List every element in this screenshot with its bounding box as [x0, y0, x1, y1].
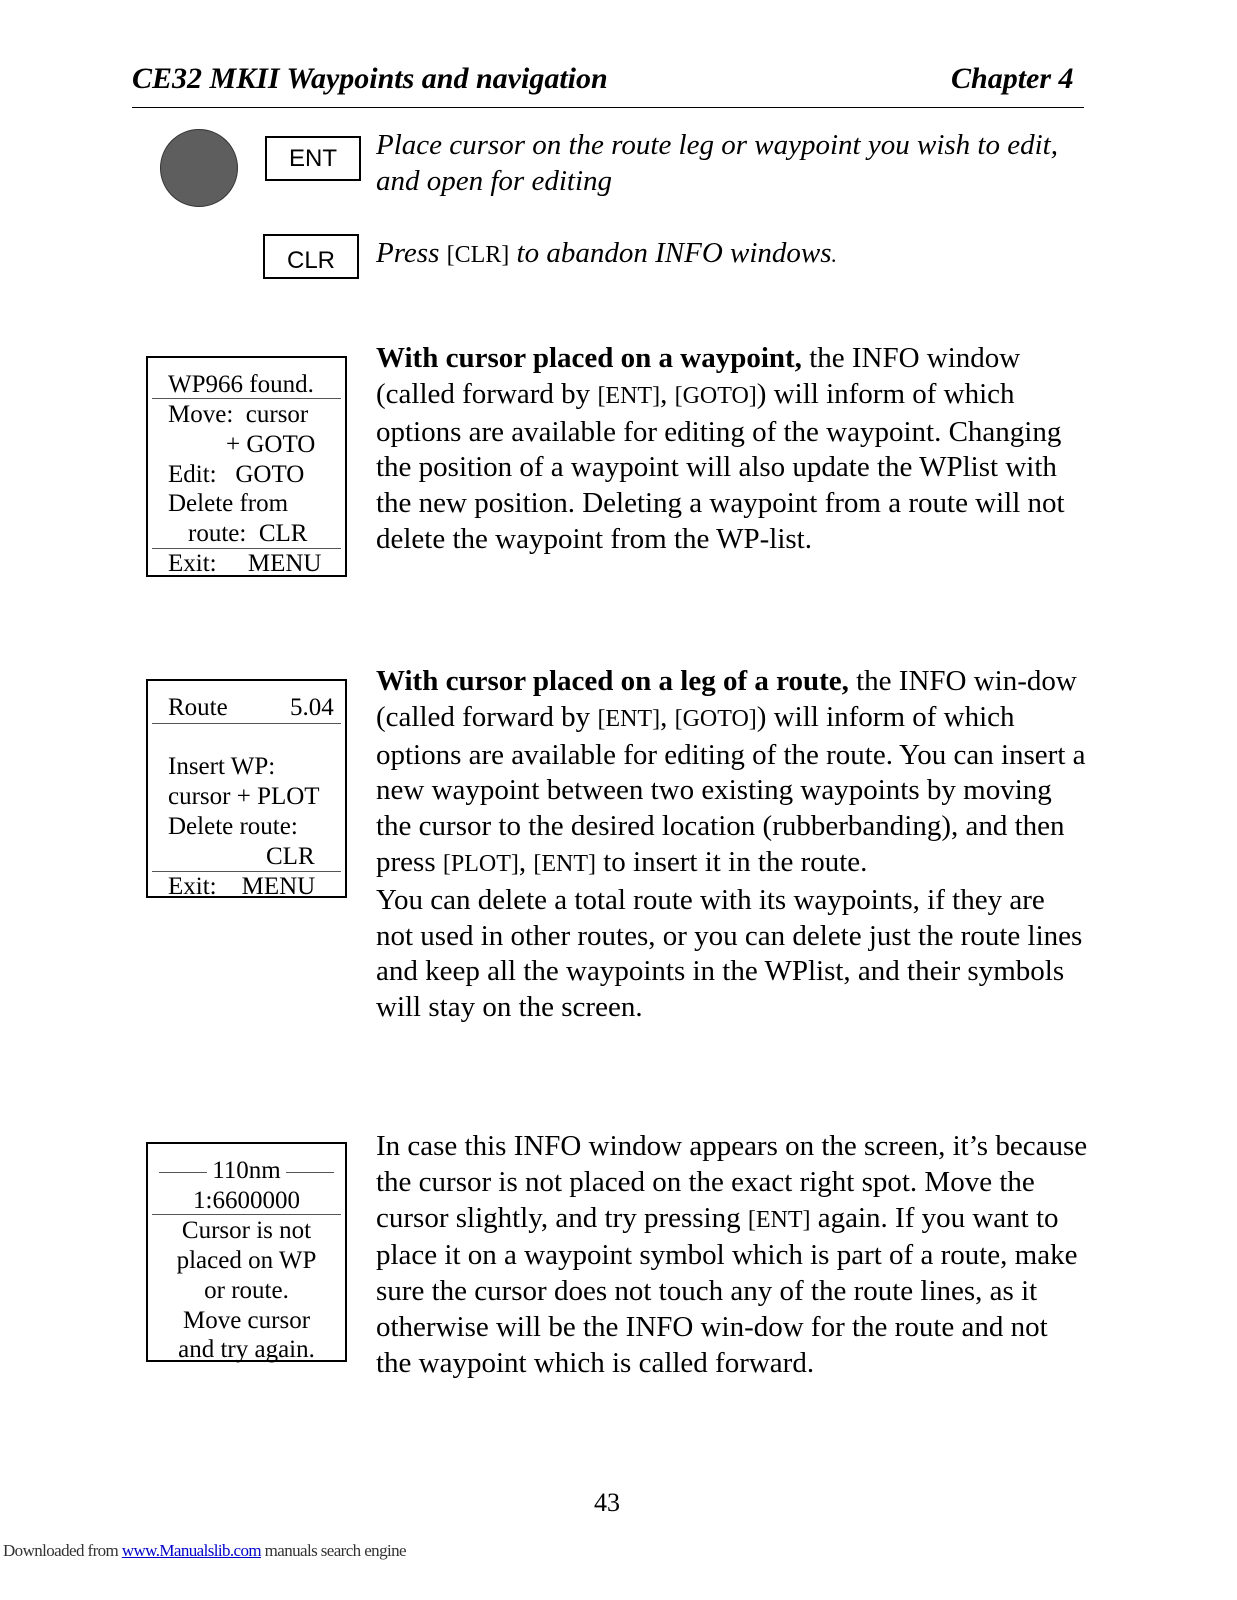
lcd-divider — [152, 398, 341, 399]
lcd-line: Move cursor — [182, 1307, 311, 1334]
scale-bar-right — [286, 1172, 334, 1173]
lcd-line: and try again. — [178, 1336, 315, 1363]
chapter-label: Chapter 4 — [951, 62, 1074, 95]
lcd-line: Exit: MENU — [168, 550, 322, 577]
lcd-line: Cursor is not — [181, 1217, 312, 1244]
lcd-title-value: 5.04 — [290, 694, 334, 721]
lcd-line: Edit: GOTO — [168, 461, 305, 488]
lcd-line: Exit: MENU — [168, 873, 316, 900]
error-paragraph: In case this INFO window appears on the screen, it’s because the cursor is not placed on the exact right spot. Move the cursor slightly, and try pressing [ENT] again. If you want to place it on a waypoint symbol which is part of a route, make sure the cursor does not touch any of the route lines, as it otherwise will be the INFO win-dow for the route and not the waypoint which is called forward. — [376, 1130, 1088, 1379]
ent-instruction: Place cursor on the route leg or waypoint you wish to edit, and open for editing — [376, 129, 1058, 197]
lcd-line: Delete from — [168, 490, 289, 517]
page-number: 43 — [594, 1488, 620, 1517]
lcd-line: + GOTO — [226, 431, 316, 458]
not-found-info-window — [146, 1142, 347, 1362]
lcd-line: placed on WP — [176, 1247, 317, 1274]
waypoint-paragraph: With cursor placed on a waypoint, the INFO window (called forward by [ENT], [GOTO]) will inform of which options are available for editing of the waypoint. Changing the position of a waypoint will also update the WPlist with the new position. Deleting a waypoint from a route will not delete the waypoint from the WP-list. — [376, 342, 1065, 555]
lcd-line: CLR — [266, 843, 315, 870]
lcd-divider — [152, 1214, 341, 1215]
route-paragraph: With cursor placed on a leg of a route, the INFO win-dow (called forward by [ENT], [GOTO]) will inform of which options are available for editing of the route. You can insert a new waypoint between two existing waypoints by moving the cursor to the desired location (rubberbanding), and then press [PLOT], [ENT] to insert it in the route. You can delete a total route with its waypoints, if they are not used in other routes, or you can delete just the route lines and keep all the waypoints in the WPlist, and their symbols will stay on the screen. — [376, 665, 1086, 1024]
lcd-line: Insert WP: — [168, 753, 276, 780]
lcd-line: Delete route: — [168, 813, 298, 840]
waypoint-info-window — [146, 356, 347, 577]
manualslib-link[interactable]: www.Manualslib.com — [121, 1541, 262, 1560]
page-header-title: CE32 MKII Waypoints and navigation — [132, 62, 608, 95]
lcd-divider — [152, 723, 341, 724]
lcd-line: cursor + PLOT — [168, 783, 320, 810]
ent-key-icon: ENT — [265, 136, 361, 181]
route-info-window — [146, 679, 347, 898]
lcd-title: WP966 found. — [168, 371, 314, 398]
lcd-title: Route — [168, 694, 228, 721]
scale-label: 110nm — [212, 1157, 281, 1184]
download-footer: Downloaded from www.Manualslib.com manuals search engine — [3, 1541, 406, 1560]
lcd-line: or route. — [204, 1277, 289, 1304]
lcd-line: Move: cursor — [168, 401, 309, 428]
header-divider — [132, 107, 1084, 108]
lcd-line: route: CLR — [188, 520, 308, 547]
clr-instruction: Press [CLR] to abandon INFO windows. — [376, 237, 838, 269]
scale-ratio: 1:6600000 — [193, 1187, 300, 1214]
rotary-knob-icon — [160, 129, 238, 207]
clr-key-icon: CLR — [263, 234, 359, 279]
